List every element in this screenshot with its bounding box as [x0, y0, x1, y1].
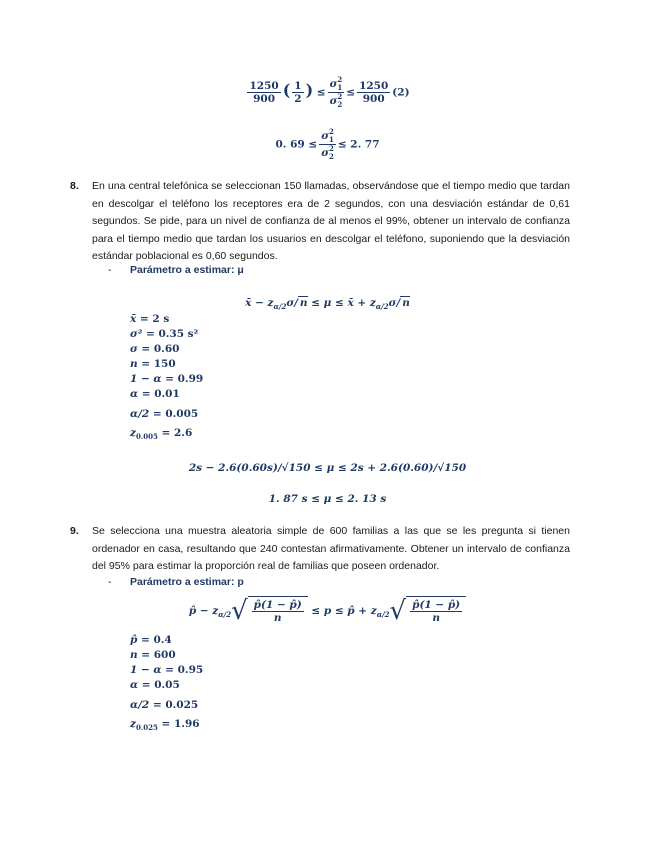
param-rhs: = 0.60	[141, 343, 180, 355]
param-row	[130, 357, 203, 372]
param-rhs: = 0.35 s²	[146, 328, 199, 340]
param-row	[130, 678, 203, 693]
parameter-list	[130, 312, 203, 441]
question-number: 9.	[70, 525, 79, 537]
param-rhs: = 2.6	[161, 427, 193, 439]
parameter-bullet	[108, 264, 244, 276]
param-rhs: = 1.96	[161, 718, 200, 730]
question-text: Se selecciona una muestra aleatoria simple de 600 familias a las que se les pregunta si tienen ordenador en casa, resultando que 240 contestan afirmativamente. Obtener un intervalo de confianza del 95% para estimar la proporción real de familias que poseen ordenador.	[92, 525, 570, 573]
bullet-dash: -	[108, 264, 112, 276]
param-lhs: n	[130, 649, 138, 661]
param-rhs: = 0.4	[141, 634, 172, 646]
bullet-label: Parámetro a estimar: μ	[130, 264, 244, 276]
param-rhs: = 600	[141, 649, 176, 661]
rhs-tail: (2)	[392, 86, 410, 99]
param-rhs: = 0.005	[152, 408, 199, 420]
param-row	[130, 402, 203, 426]
variance-ratio-result: 0. 69 ≤ σ 2 1 σ 2 2 ≤ 2. 77	[275, 127, 380, 161]
frac-denominator: 900	[362, 93, 385, 105]
param-row: $z_{0.005} = 2.6$	[130, 427, 193, 442]
mean-ci-formula: x̄ − $z_{\alpha/2}\sigma/$ n ≤ μ ≤ x̄ + $z_{\alpha/2}\sigma/$ n	[245, 297, 410, 312]
sigma-1: σ	[329, 78, 338, 90]
bullet-label: Parámetro a estimar: p	[130, 576, 244, 588]
param-row	[130, 372, 203, 387]
param-rhs: = 0.05	[141, 679, 180, 691]
param-rhs: = 0.95	[165, 664, 204, 676]
param-rhs: = 0.99	[165, 373, 204, 385]
param-lhs: p̂	[130, 634, 138, 646]
sigma-2: σ	[329, 95, 338, 107]
param-lhs: 1 − α	[130, 664, 162, 676]
formula-start: x̄ − z	[245, 297, 274, 309]
question-8	[70, 178, 570, 266]
param-row	[130, 633, 203, 648]
param-lhs: α/2	[130, 408, 150, 420]
param-row	[130, 648, 203, 663]
bullet-dash: -	[108, 576, 112, 588]
param-lhs: x̄	[130, 313, 137, 325]
param-lhs: 1 − α	[130, 373, 162, 385]
frac-denominator: 2	[294, 93, 302, 105]
result-right: ≤ 2. 77	[337, 138, 380, 151]
variance-ratio-inequality: $\frac{1250}{900}$ ( $\frac{1}{2}$ ) ≤ σ 2 1 σ 2 2 ≤ $\frac{1250}{900}$ (2)	[249, 75, 410, 109]
frac-denominator: 900	[253, 93, 276, 105]
question-9	[70, 523, 570, 576]
interval-equation: 2s − 2.6(0.60s)/√150 ≤ μ ≤ 2s + 2.6(0.60)/√150	[188, 462, 467, 474]
param-rhs: = 0.025	[152, 699, 199, 711]
result-left: 0. 69 ≤	[275, 138, 318, 151]
frac-numerator: 1250	[359, 80, 389, 92]
param-lhs: z	[130, 427, 136, 439]
param-lhs: α	[130, 388, 139, 400]
parameter-bullet	[108, 576, 244, 588]
proportion-ci-formula: p̂ − $z_{\alpha/2}$ √ $\frac{p̂(1 - p̂)}{n}$ ≤ p ≤ p̂ + $z_{\alpha/2}$ √ $\frac{p̂(1 - p̂)}{n}$	[0, 596, 655, 626]
param-row	[130, 312, 203, 327]
param-rhs: = 2 s	[139, 313, 170, 325]
mean-ci-substituted	[0, 462, 655, 474]
param-lhs: α	[130, 679, 139, 691]
mean-ci-result	[0, 493, 655, 505]
param-lhs: σ	[130, 343, 138, 355]
interval-result: 1. 87 s ≤ μ ≤ 2. 13 s	[268, 493, 387, 505]
question-number: 8.	[70, 180, 79, 192]
param-lhs: n	[130, 358, 138, 370]
param-lhs: z	[130, 718, 136, 730]
param-rhs: = 0.01	[141, 388, 180, 400]
param-row	[130, 327, 203, 342]
frac-numerator: 1	[294, 80, 302, 92]
question-text: En una central telefónica se seleccionan 150 llamadas, observándose que el tiempo medio que tardan en descolgar el teléfono los receptores era de 2 segundos, con una desviación estándar de 0,61 segundos. Se pide, para un nivel de confianza de al menos el 99%, obtener un intervalo de confianza para el tiempo medio que tardan los usuarios en descolgar el teléfono, suponiendo que la desviación estándar poblacional es 0,60 segundos.	[92, 180, 570, 263]
param-lhs: σ²	[130, 328, 143, 340]
param-row	[130, 387, 203, 402]
param-lhs: α/2	[130, 699, 150, 711]
parameter-list	[130, 633, 203, 732]
param-row	[130, 342, 203, 357]
param-row: $z_{0.025} = 1.96$	[130, 718, 200, 733]
param-row	[130, 693, 203, 717]
param-rhs: = 150	[141, 358, 176, 370]
frac-numerator: 1250	[249, 80, 279, 92]
param-row	[130, 663, 203, 678]
